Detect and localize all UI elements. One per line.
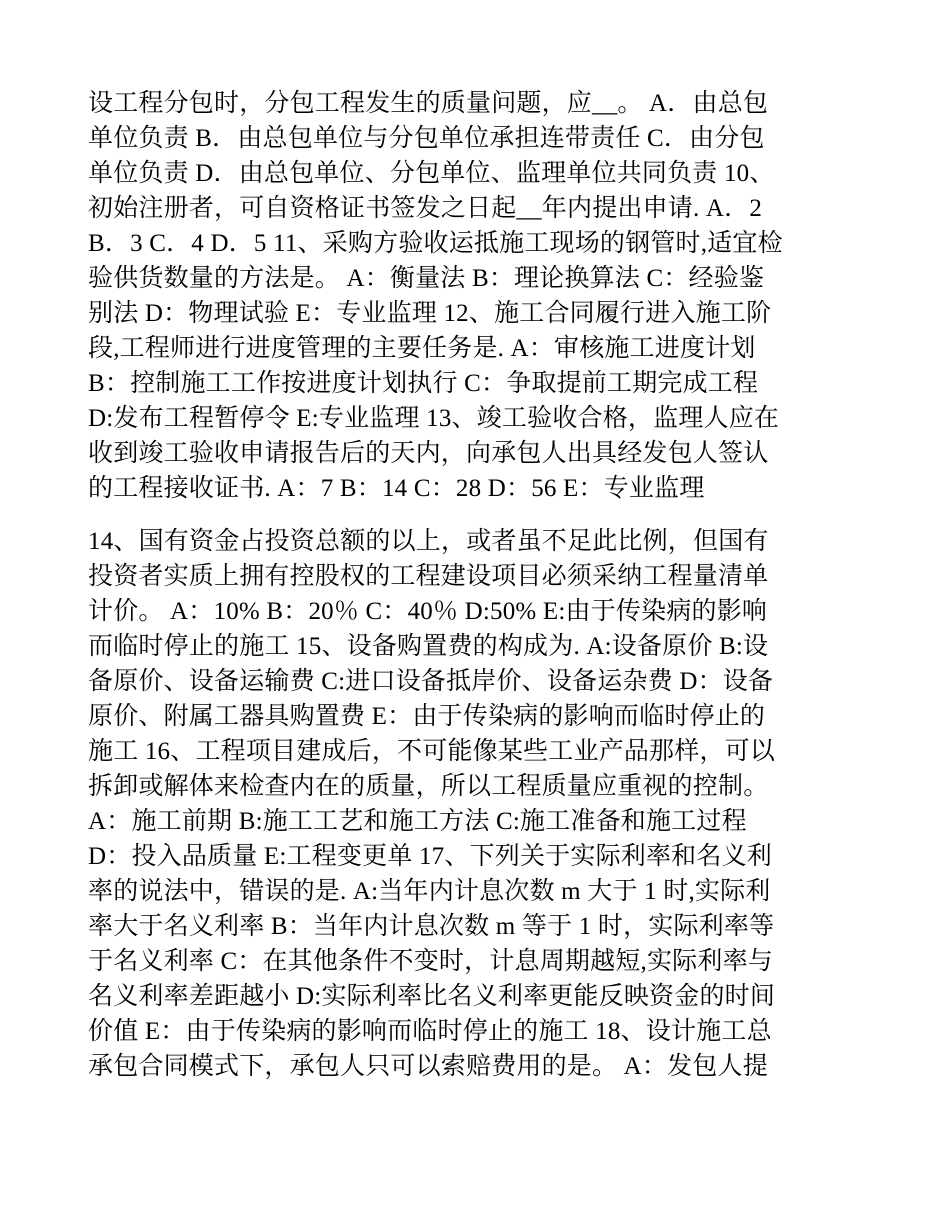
text-line: 别法 D：物理试验 E：专业监理 12、施工合同履行进入施工阶 [88,300,772,327]
text-line: D:发布工程暂停令 E:专业监理 13、竣工验收合格，监理人应在 [88,405,780,432]
text-line: 备原价、设备运输费 C:进口设备抵岸价、设备运杂费 D：设备 [88,668,774,695]
paragraph-1 [88,86,863,506]
text-line: A：施工前期 B:施工工艺和施工方法 C:施工准备和施工过程 [88,808,747,835]
text-line: 名义利率差距越小 D:实际利率比名义利率更能反映资金的时间 [88,983,776,1010]
document-body [88,86,863,1084]
text-line: 初始注册者，可自资格证书签发之日起__年内提出申请. A．2 [88,195,763,222]
text-line: D：投入品质量 E:工程变更单 17、下列关于实际利率和名义利 [88,843,772,870]
text-line: 而临时停止的施工 15、设备购置费的构成为. A:设备原价 B:设 [88,633,769,660]
text-line: 收到竣工验收申请报告后的天内，向承包人出具经发包人签认 [88,440,769,467]
text-line: 施工 16、工程项目建成后，不可能像某些工业产品那样，可以 [88,738,776,765]
text-line: 段,工程师进行进度管理的主要任务是. A：审核施工进度计划 [88,335,756,362]
text-line: 计价。 A：10% B：20％ C：40％ D:50% E:由于传染病的影响 [88,598,768,625]
text-line: 设工程分包时，分包工程发生的质量问题，应__。 A．由总包 [88,90,769,117]
text-line: 投资者实质上拥有控股权的工程建设项目必须采纳工程量清单 [88,563,769,590]
text-line: 拆卸或解体来检查内在的质量，所以工程质量应重视的控制。 [88,773,769,800]
text-line: 承包合同模式下，承包人只可以索赔费用的是。 A：发包人提 [88,1053,768,1080]
text-line: 于名义利率 C：在其他条件不变时，计息周期越短,实际利率与 [88,948,773,975]
text-line: 价值 E：由于传染病的影响而临时停止的施工 18、设计施工总 [88,1018,772,1045]
paragraph-2 [88,524,863,1084]
text-line: 原价、附属工器具购置费 E：由于传染病的影响而临时停止的 [88,703,766,730]
text-line: 的工程接收证书. A：7 B：14 C：28 D：56 E：专业监理 [88,475,705,502]
text-line: 验供货数量的方法是。 A：衡量法 B：理论换算法 C：经验鉴 [88,265,765,292]
text-line: 单位负责 B．由总包单位与分包单位承担连带责任 C．由分包 [88,125,765,152]
text-line: B．3 C．4 D．5 11、采购方验收运抵施工现场的钢管时,适宜检 [88,230,783,257]
text-line: 14、国有资金占投资总额的以上，或者虽不足此比例，但国有 [88,528,769,555]
text-line: B：控制施工工作按进度计划执行 C：争取提前工期完成工程 [88,370,759,397]
text-line: 率的说法中，错误的是. A:当年内计息次数 m 大于 1 时,实际利 [88,878,771,905]
text-line: 率大于名义利率 B：当年内计息次数 m 等于 1 时，实际利率等 [88,913,775,940]
text-line: 单位负责 D．由总包单位、分包单位、监理单位共同负责 10、 [88,160,775,187]
